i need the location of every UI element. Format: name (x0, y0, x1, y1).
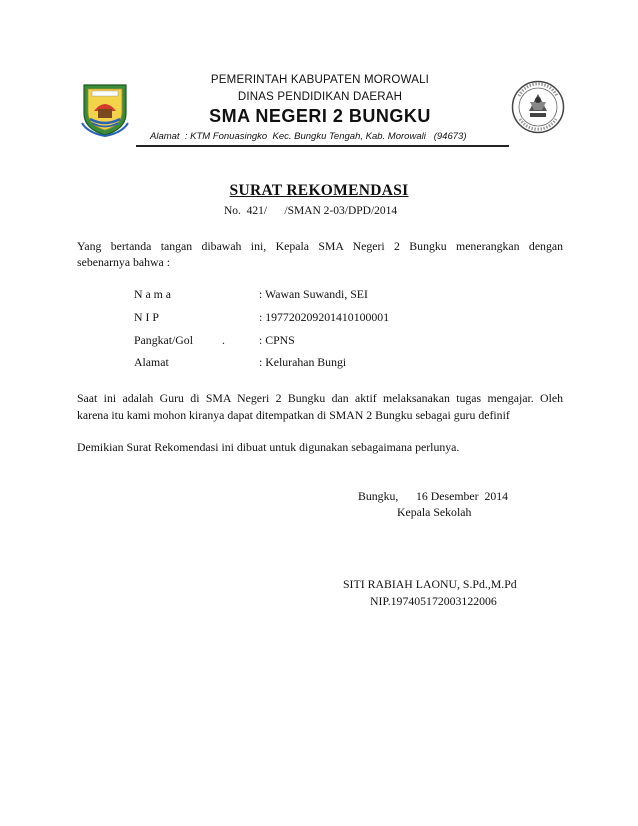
tut-wuri-handayani-emblem-icon (511, 80, 565, 134)
department-heading: DINAS PENDIDIKAN DAERAH (237, 91, 403, 103)
field-value: : 197720209201410100001 (259, 310, 390, 324)
letter-number: No. 421/ /SMAN 2-03/DPD/2014 (224, 205, 398, 217)
signer-nip: NIP.197405172003122006 (370, 594, 497, 608)
school-address: Alamat : KTM Fonuasingko Kec. Bungku Tengah, Kab. Morowali (94673) (150, 131, 467, 142)
field-row-nip (134, 310, 389, 325)
field-row-name (134, 287, 368, 302)
intro-line-2: sebenarnya bahwa : (77, 255, 171, 269)
letterhead-divider (136, 145, 509, 147)
closing-paragraph: Demikian Surat Rekomendasi ini dibuat untuk digunakan sebagaimana perlunya. (77, 440, 460, 454)
morowali-regency-crest-icon (80, 83, 130, 137)
field-value: : Wawan Suwandi, SEI (259, 287, 368, 301)
place-date: Bungku, 16 Desember 2014 (358, 489, 509, 503)
field-label: Pangkat/Gol (134, 333, 193, 347)
field-row-address (134, 355, 346, 370)
field-stray-dot: . (222, 333, 225, 347)
field-label: N a m a (134, 287, 172, 301)
signer-name: SITI RABIAH LAONU, S.Pd.,M.Pd (343, 577, 517, 591)
body-line-2: karena itu kami mohon kiranya dapat ditempatkan di SMAN 2 Bungku sebagai guru definif (77, 408, 510, 422)
field-value: : Kelurahan Bungi (259, 355, 347, 369)
field-label: N I P (134, 310, 159, 324)
field-label: Alamat (134, 355, 169, 369)
letter-title: SURAT REKOMENDASI (229, 182, 409, 199)
field-value: : CPNS (259, 333, 295, 347)
field-row-rank (134, 333, 295, 348)
signer-role: Kepala Sekolah (397, 505, 472, 519)
intro-line-1: Yang bertanda tangan dibawah ini, Kepala SMA Negeri 2 Bungku menerangkan dengan (77, 239, 563, 253)
body-line-1: Saat ini adalah Guru di SMA Negeri 2 Bungku dan aktif melaksanakan tugas mengajar. Oleh (77, 391, 563, 405)
school-name: SMA NEGERI 2 BUNGKU (209, 106, 431, 126)
government-heading: PEMERINTAH KABUPATEN MOROWALI (210, 74, 430, 86)
